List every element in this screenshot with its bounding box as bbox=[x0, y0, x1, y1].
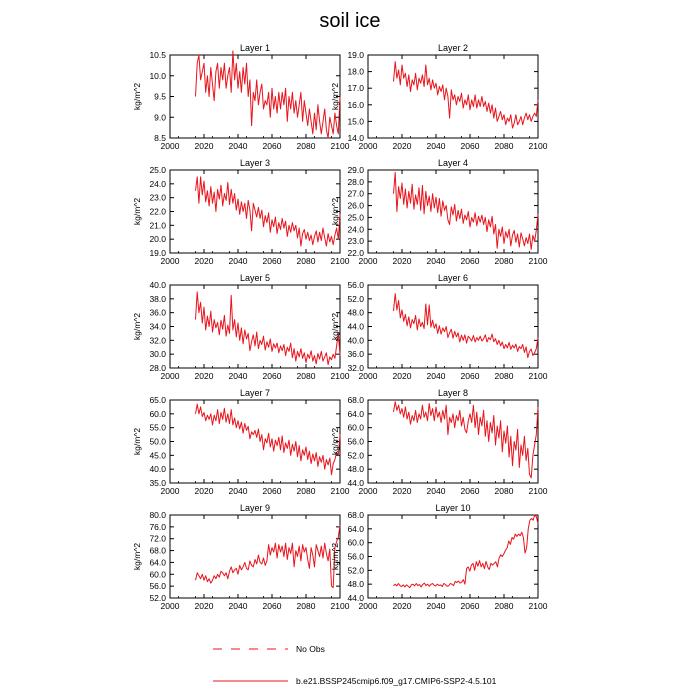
y-tick-label: 21.0 bbox=[149, 220, 166, 231]
y-tick-label: 29.0 bbox=[347, 165, 364, 175]
x-tick-label: 2020 bbox=[392, 601, 412, 611]
y-tick-label: 27.0 bbox=[347, 188, 364, 199]
x-tick-label: 2060 bbox=[460, 141, 480, 151]
x-tick-label: 2100 bbox=[528, 256, 548, 266]
y-tick-label: 38.0 bbox=[149, 293, 166, 304]
series-line bbox=[196, 51, 341, 138]
series-line bbox=[394, 62, 539, 128]
panel-8 bbox=[330, 388, 548, 496]
x-tick-label: 2040 bbox=[228, 141, 248, 151]
y-tick-label: 48.0 bbox=[347, 307, 364, 318]
x-tick-label: 2040 bbox=[228, 601, 248, 611]
y-tick-label: 44.0 bbox=[347, 321, 364, 332]
y-axis-label: kg/m^2 bbox=[132, 82, 142, 111]
y-tick-label: 35.0 bbox=[149, 478, 166, 488]
no-obs-label: No Obs bbox=[296, 644, 325, 654]
y-tick-label: 55.0 bbox=[149, 422, 166, 433]
x-tick-label: 2020 bbox=[392, 486, 412, 496]
series-line bbox=[394, 402, 539, 478]
y-tick-label: 25.0 bbox=[149, 165, 166, 175]
x-tick-label: 2020 bbox=[392, 141, 412, 151]
x-tick-label: 2080 bbox=[296, 601, 316, 611]
y-tick-label: 15.0 bbox=[347, 116, 364, 127]
x-tick-label: 2080 bbox=[494, 141, 514, 151]
y-tick-label: 44.0 bbox=[347, 478, 364, 488]
x-tick-label: 2040 bbox=[426, 601, 446, 611]
x-tick-label: 2060 bbox=[262, 601, 282, 611]
plot-frame bbox=[368, 400, 538, 483]
panel-title: Layer 3 bbox=[239, 158, 271, 168]
x-tick-label: 2000 bbox=[160, 141, 180, 151]
y-axis-label: kg/m^2 bbox=[132, 197, 142, 226]
y-tick-label: 52.0 bbox=[347, 450, 364, 461]
y-tick-label: 40.0 bbox=[347, 335, 364, 346]
y-tick-label: 65.0 bbox=[149, 395, 166, 405]
x-tick-label: 2080 bbox=[494, 601, 514, 611]
page-title: soil ice bbox=[319, 10, 381, 32]
x-tick-label: 2100 bbox=[330, 371, 350, 381]
x-tick-label: 2080 bbox=[494, 256, 514, 266]
plot-frame bbox=[170, 515, 340, 598]
y-tick-label: 72.0 bbox=[149, 533, 166, 544]
panel-title: Layer 5 bbox=[239, 273, 271, 283]
y-tick-label: 48.0 bbox=[347, 579, 364, 590]
legend bbox=[213, 644, 497, 686]
x-tick-label: 2060 bbox=[262, 371, 282, 381]
y-axis-label: kg/m^2 bbox=[330, 197, 340, 226]
y-tick-label: 44.0 bbox=[347, 593, 364, 603]
panel-9 bbox=[132, 503, 350, 611]
x-tick-label: 2000 bbox=[358, 256, 378, 266]
y-tick-label: 64.0 bbox=[347, 408, 364, 419]
x-tick-label: 2100 bbox=[528, 141, 548, 151]
x-tick-label: 2020 bbox=[194, 256, 214, 266]
series-line bbox=[394, 172, 539, 249]
x-tick-label: 2000 bbox=[358, 601, 378, 611]
y-tick-label: 28.0 bbox=[347, 176, 364, 187]
y-tick-label: 19.0 bbox=[149, 248, 166, 258]
panel-title: Layer 8 bbox=[437, 388, 469, 398]
y-axis-label: kg/m^2 bbox=[330, 427, 340, 456]
y-tick-label: 23.0 bbox=[149, 192, 166, 203]
y-tick-label: 22.0 bbox=[347, 248, 364, 258]
x-tick-label: 2100 bbox=[330, 486, 350, 496]
x-tick-label: 2100 bbox=[330, 141, 350, 151]
series-legend-label: b.e21.BSSP245cmip6.f09_g17.CMIP6-SSP2-4.5.101 bbox=[296, 676, 497, 686]
x-tick-label: 2040 bbox=[228, 486, 248, 496]
y-tick-label: 64.0 bbox=[149, 557, 166, 568]
x-tick-label: 2060 bbox=[262, 141, 282, 151]
panel-5 bbox=[132, 273, 350, 381]
y-tick-label: 17.0 bbox=[347, 83, 364, 94]
x-tick-label: 2040 bbox=[426, 256, 446, 266]
x-tick-label: 2060 bbox=[460, 256, 480, 266]
x-tick-label: 2100 bbox=[528, 486, 548, 496]
y-tick-label: 30.0 bbox=[149, 349, 166, 360]
y-tick-label: 45.0 bbox=[149, 450, 166, 461]
y-tick-label: 52.0 bbox=[347, 293, 364, 304]
y-tick-label: 9.5 bbox=[154, 91, 166, 102]
y-tick-label: 10.0 bbox=[149, 70, 166, 81]
x-tick-label: 2000 bbox=[160, 601, 180, 611]
y-tick-label: 32.0 bbox=[347, 363, 364, 373]
y-axis-label: kg/m^2 bbox=[132, 427, 142, 456]
x-tick-label: 2040 bbox=[426, 141, 446, 151]
x-tick-label: 2040 bbox=[426, 486, 446, 496]
x-tick-label: 2080 bbox=[296, 486, 316, 496]
y-tick-label: 50.0 bbox=[149, 436, 166, 447]
panel-title: Layer 6 bbox=[437, 273, 469, 283]
y-tick-label: 20.0 bbox=[149, 234, 166, 245]
x-tick-label: 2080 bbox=[296, 256, 316, 266]
x-tick-label: 2020 bbox=[194, 141, 214, 151]
y-tick-label: 60.0 bbox=[149, 408, 166, 419]
y-tick-label: 48.0 bbox=[347, 464, 364, 475]
x-tick-label: 2000 bbox=[358, 141, 378, 151]
panel-title: Layer 7 bbox=[239, 388, 271, 398]
x-tick-label: 2000 bbox=[358, 486, 378, 496]
x-tick-label: 2060 bbox=[460, 601, 480, 611]
y-tick-label: 52.0 bbox=[149, 593, 166, 603]
y-tick-label: 26.0 bbox=[347, 200, 364, 211]
y-tick-label: 36.0 bbox=[347, 349, 364, 360]
x-tick-label: 2080 bbox=[494, 486, 514, 496]
panel-title: Layer 9 bbox=[239, 503, 271, 513]
y-tick-label: 60.0 bbox=[347, 537, 364, 548]
plot-frame bbox=[368, 285, 538, 368]
y-axis-label: kg/m^2 bbox=[330, 312, 340, 341]
x-tick-label: 2020 bbox=[392, 371, 412, 381]
y-tick-label: 22.0 bbox=[149, 206, 166, 217]
y-tick-label: 25.0 bbox=[347, 212, 364, 223]
series-line bbox=[394, 515, 539, 588]
panel-title: Layer 2 bbox=[437, 43, 469, 53]
series-line bbox=[394, 294, 539, 358]
x-tick-label: 2000 bbox=[160, 486, 180, 496]
panel-title: Layer 10 bbox=[435, 503, 471, 513]
y-tick-label: 60.0 bbox=[149, 569, 166, 580]
panel-2 bbox=[330, 43, 548, 151]
y-tick-label: 68.0 bbox=[347, 395, 364, 405]
panel-3 bbox=[132, 158, 350, 266]
y-axis-label: kg/m^2 bbox=[330, 542, 340, 571]
y-tick-label: 24.0 bbox=[347, 224, 364, 235]
x-tick-label: 2020 bbox=[194, 486, 214, 496]
y-tick-label: 80.0 bbox=[149, 510, 166, 520]
y-tick-label: 34.0 bbox=[149, 321, 166, 332]
panel-1 bbox=[132, 43, 350, 151]
x-tick-label: 2000 bbox=[160, 256, 180, 266]
y-tick-label: 16.0 bbox=[347, 99, 364, 110]
y-tick-label: 68.0 bbox=[347, 510, 364, 520]
x-tick-label: 2040 bbox=[426, 371, 446, 381]
y-tick-label: 14.0 bbox=[347, 133, 364, 143]
x-tick-label: 2040 bbox=[228, 256, 248, 266]
series-line bbox=[196, 404, 341, 475]
y-tick-label: 56.0 bbox=[347, 436, 364, 447]
y-tick-label: 36.0 bbox=[149, 307, 166, 318]
y-tick-label: 23.0 bbox=[347, 236, 364, 247]
y-tick-label: 19.0 bbox=[347, 50, 364, 60]
x-tick-label: 2100 bbox=[528, 371, 548, 381]
x-tick-label: 2020 bbox=[194, 371, 214, 381]
panel-7 bbox=[132, 388, 350, 496]
panel-6 bbox=[330, 273, 548, 381]
x-tick-label: 2000 bbox=[160, 371, 180, 381]
y-tick-label: 10.5 bbox=[149, 50, 166, 60]
x-tick-label: 2080 bbox=[494, 371, 514, 381]
x-tick-label: 2060 bbox=[262, 486, 282, 496]
y-axis-label: kg/m^2 bbox=[132, 312, 142, 341]
x-tick-label: 2100 bbox=[330, 256, 350, 266]
x-tick-label: 2060 bbox=[460, 371, 480, 381]
x-tick-label: 2020 bbox=[392, 256, 412, 266]
y-tick-label: 56.0 bbox=[347, 280, 364, 290]
y-tick-label: 52.0 bbox=[347, 565, 364, 576]
y-tick-label: 8.5 bbox=[154, 133, 166, 143]
y-tick-label: 76.0 bbox=[149, 521, 166, 532]
series-line bbox=[196, 525, 341, 587]
y-tick-label: 56.0 bbox=[149, 581, 166, 592]
panel-title: Layer 4 bbox=[437, 158, 469, 168]
x-tick-label: 2020 bbox=[194, 601, 214, 611]
x-tick-label: 2100 bbox=[330, 601, 350, 611]
x-tick-label: 2000 bbox=[358, 371, 378, 381]
y-tick-label: 9.0 bbox=[154, 112, 166, 123]
panel-title: Layer 1 bbox=[239, 43, 271, 53]
series-line bbox=[196, 292, 341, 365]
y-axis-label: kg/m^2 bbox=[330, 82, 340, 111]
x-tick-label: 2060 bbox=[460, 486, 480, 496]
x-tick-label: 2080 bbox=[296, 141, 316, 151]
x-tick-label: 2080 bbox=[296, 371, 316, 381]
panel-4 bbox=[330, 158, 548, 266]
x-tick-label: 2060 bbox=[262, 256, 282, 266]
x-tick-label: 2100 bbox=[528, 601, 548, 611]
y-axis-label: kg/m^2 bbox=[132, 542, 142, 571]
y-tick-label: 60.0 bbox=[347, 422, 364, 433]
x-tick-label: 2040 bbox=[228, 371, 248, 381]
y-tick-label: 32.0 bbox=[149, 335, 166, 346]
y-tick-label: 68.0 bbox=[149, 545, 166, 556]
y-tick-label: 56.0 bbox=[347, 551, 364, 562]
y-tick-label: 40.0 bbox=[149, 464, 166, 475]
y-tick-label: 28.0 bbox=[149, 363, 166, 373]
y-tick-label: 40.0 bbox=[149, 280, 166, 290]
series-line bbox=[196, 177, 341, 246]
y-tick-label: 64.0 bbox=[347, 523, 364, 534]
y-tick-label: 18.0 bbox=[347, 66, 364, 77]
y-tick-label: 24.0 bbox=[149, 178, 166, 189]
panel-10 bbox=[330, 503, 548, 611]
plot-frame bbox=[368, 170, 538, 253]
